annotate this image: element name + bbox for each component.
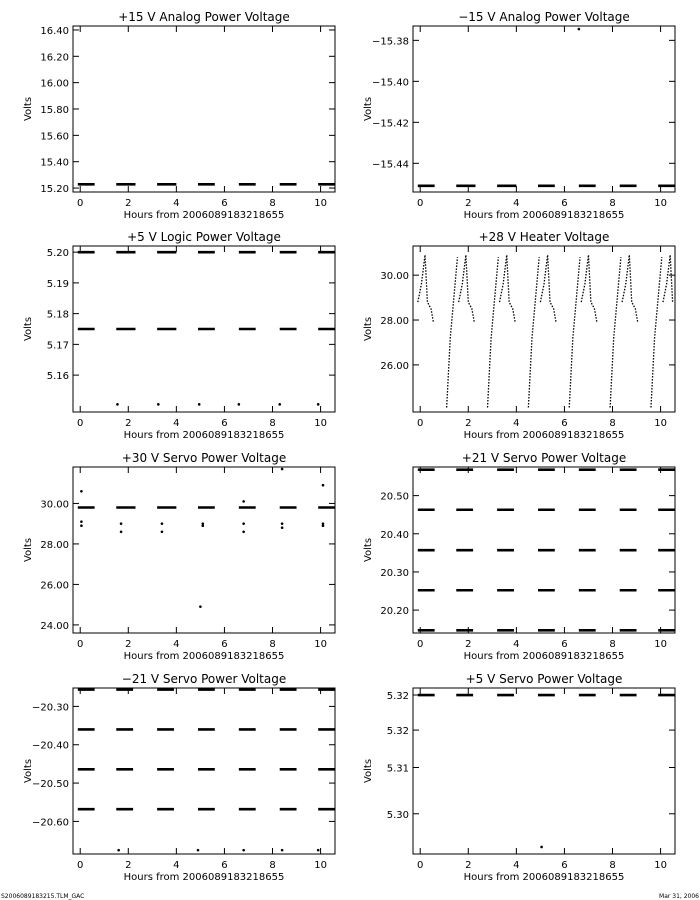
x-tick-label: 2 bbox=[125, 639, 132, 650]
y-tick-label: 15.60 bbox=[40, 131, 69, 143]
x-tick-label: 10 bbox=[654, 418, 667, 429]
data-point bbox=[322, 484, 325, 487]
x-tick-label: 6 bbox=[221, 639, 228, 650]
y-tick-label: −15.38 bbox=[371, 36, 409, 48]
y-tick-label: 16.20 bbox=[40, 52, 69, 64]
y-tick-label: 30.00 bbox=[380, 271, 409, 283]
x-tick-label: 6 bbox=[561, 639, 568, 650]
x-tick-label: 4 bbox=[173, 198, 180, 209]
x-tick-label: 10 bbox=[314, 198, 327, 209]
y-tick-label: 15.20 bbox=[40, 184, 69, 196]
x-axis-label: Hours from 2006089183218655 bbox=[123, 872, 285, 883]
x-tick-label: 10 bbox=[654, 198, 667, 209]
x-tick-label: 4 bbox=[513, 860, 520, 871]
x-tick-label: 0 bbox=[417, 198, 424, 209]
data-point bbox=[199, 605, 202, 608]
chart-title: +5 V Servo Power Voltage bbox=[465, 672, 623, 686]
plot-frame bbox=[73, 467, 335, 633]
x-tick-label: 6 bbox=[221, 418, 228, 429]
x-tick-label: 2 bbox=[465, 198, 472, 209]
data-point bbox=[197, 849, 200, 852]
chart-title: +28 V Heater Voltage bbox=[478, 230, 610, 244]
x-tick-label: 10 bbox=[654, 639, 667, 650]
data-point bbox=[281, 468, 284, 471]
x-tick-label: 0 bbox=[77, 418, 84, 429]
chart-panel-1 bbox=[23, 10, 335, 221]
x-axis-label: Hours from 2006089183218655 bbox=[463, 210, 625, 221]
x-tick-label: 2 bbox=[125, 860, 132, 871]
data-point bbox=[117, 849, 120, 852]
chart-panel-7 bbox=[23, 672, 335, 883]
chart-panel-2 bbox=[363, 10, 675, 221]
x-tick-label: 8 bbox=[609, 418, 616, 429]
x-tick-label: 8 bbox=[269, 639, 276, 650]
x-tick-label: 4 bbox=[173, 639, 180, 650]
x-tick-label: 6 bbox=[561, 418, 568, 429]
y-tick-label: −20.60 bbox=[31, 817, 69, 829]
heater-cycle bbox=[500, 255, 516, 322]
x-tick-label: 8 bbox=[609, 860, 616, 871]
data-point bbox=[80, 524, 83, 527]
chart-panel-6 bbox=[363, 451, 675, 662]
data-point bbox=[157, 403, 160, 406]
x-tick-label: 0 bbox=[417, 639, 424, 650]
y-tick-label: 5.32 bbox=[386, 691, 409, 703]
x-tick-label: 6 bbox=[221, 860, 228, 871]
data-point bbox=[238, 403, 241, 406]
y-tick-label: −15.44 bbox=[371, 159, 409, 171]
y-axis-label: Volts bbox=[23, 758, 34, 784]
x-tick-label: 6 bbox=[561, 198, 568, 209]
heater-rise bbox=[610, 257, 621, 407]
x-tick-label: 2 bbox=[465, 860, 472, 871]
x-tick-label: 4 bbox=[173, 418, 180, 429]
chart-panel-4 bbox=[363, 230, 675, 441]
y-tick-label: 20.40 bbox=[380, 529, 409, 541]
plot-frame bbox=[413, 688, 675, 854]
x-tick-label: 6 bbox=[561, 860, 568, 871]
chart-panel-8 bbox=[363, 672, 675, 883]
x-tick-label: 2 bbox=[125, 198, 132, 209]
data-point bbox=[201, 524, 204, 527]
plot-frame bbox=[413, 246, 675, 412]
data-point bbox=[322, 524, 325, 527]
plot-frame bbox=[73, 688, 335, 854]
y-axis-label: Volts bbox=[363, 96, 374, 122]
heater-rise bbox=[651, 257, 662, 407]
data-point bbox=[317, 403, 320, 406]
heater-cycle bbox=[418, 255, 434, 322]
data-point bbox=[80, 520, 83, 523]
x-tick-label: 8 bbox=[609, 639, 616, 650]
y-tick-label: −15.40 bbox=[371, 77, 409, 89]
y-tick-label: 5.20 bbox=[46, 248, 69, 260]
x-tick-label: 10 bbox=[654, 860, 667, 871]
y-axis-label: Volts bbox=[363, 758, 374, 784]
data-point bbox=[242, 522, 245, 525]
x-tick-label: 4 bbox=[513, 639, 520, 650]
y-tick-label: 16.40 bbox=[40, 25, 69, 37]
heater-rise bbox=[528, 257, 539, 407]
data-point bbox=[281, 522, 284, 525]
x-tick-label: 8 bbox=[269, 418, 276, 429]
data-point bbox=[120, 530, 123, 533]
y-tick-label: 5.32 bbox=[386, 726, 409, 738]
y-tick-label: 20.20 bbox=[380, 606, 409, 618]
y-tick-label: 15.80 bbox=[40, 105, 69, 116]
y-axis-label: Volts bbox=[23, 537, 34, 563]
data-point bbox=[116, 403, 119, 406]
x-tick-label: 10 bbox=[314, 639, 327, 650]
x-tick-label: 10 bbox=[314, 860, 327, 871]
data-point bbox=[540, 846, 543, 849]
heater-cycle bbox=[581, 255, 597, 322]
data-point bbox=[198, 403, 201, 406]
data-point bbox=[281, 849, 284, 852]
y-tick-label: −15.42 bbox=[371, 118, 409, 130]
y-axis-label: Volts bbox=[363, 316, 374, 342]
data-point bbox=[242, 500, 245, 503]
plot-frame bbox=[413, 26, 675, 192]
data-point bbox=[278, 403, 281, 406]
y-tick-label: 28.00 bbox=[40, 539, 69, 551]
x-tick-label: 0 bbox=[417, 860, 424, 871]
y-axis-label: Volts bbox=[23, 96, 34, 122]
heater-cycle bbox=[663, 255, 673, 302]
chart-title: −21 V Servo Power Voltage bbox=[121, 672, 287, 686]
x-tick-label: 8 bbox=[609, 198, 616, 209]
data-point bbox=[80, 490, 83, 493]
footer-file-label: S2006089183215.TLM_GAC bbox=[1, 893, 85, 900]
chart-panel-5 bbox=[23, 451, 335, 662]
x-tick-label: 8 bbox=[269, 860, 276, 871]
x-tick-label: 10 bbox=[314, 418, 327, 429]
heater-cycle bbox=[459, 255, 475, 322]
y-tick-label: 5.19 bbox=[46, 278, 69, 290]
y-tick-label: −20.50 bbox=[31, 779, 69, 791]
y-tick-label: 5.16 bbox=[46, 371, 69, 383]
chart-title: −15 V Analog Power Voltage bbox=[458, 10, 630, 24]
x-axis-label: Hours from 2006089183218655 bbox=[123, 210, 285, 221]
data-point bbox=[578, 28, 581, 31]
x-tick-label: 4 bbox=[173, 860, 180, 871]
chart-title: +5 V Logic Power Voltage bbox=[127, 230, 281, 244]
y-tick-label: 20.30 bbox=[380, 567, 409, 579]
y-tick-label: 16.00 bbox=[40, 78, 69, 90]
data-point bbox=[161, 530, 164, 533]
y-tick-label: 5.30 bbox=[386, 809, 409, 821]
x-axis-label: Hours from 2006089183218655 bbox=[463, 872, 625, 883]
y-tick-label: 5.31 bbox=[386, 763, 409, 775]
x-axis-label: Hours from 2006089183218655 bbox=[123, 430, 285, 441]
x-axis-label: Hours from 2006089183218655 bbox=[463, 651, 625, 662]
y-tick-label: 26.00 bbox=[380, 360, 409, 372]
x-tick-label: 8 bbox=[269, 198, 276, 209]
y-tick-label: 15.40 bbox=[40, 157, 69, 169]
data-point bbox=[161, 522, 164, 525]
x-tick-label: 2 bbox=[125, 418, 132, 429]
x-tick-label: 0 bbox=[417, 418, 424, 429]
x-axis-label: Hours from 2006089183218655 bbox=[463, 430, 625, 441]
chart-title: +30 V Servo Power Voltage bbox=[121, 451, 287, 465]
data-point bbox=[242, 530, 245, 533]
heater-rise bbox=[569, 257, 580, 407]
heater-cycle bbox=[622, 255, 638, 322]
x-axis-label: Hours from 2006089183218655 bbox=[123, 651, 285, 662]
y-tick-label: −20.40 bbox=[31, 740, 69, 752]
x-tick-label: 0 bbox=[77, 860, 84, 871]
data-point bbox=[281, 526, 284, 529]
heater-rise bbox=[488, 257, 499, 407]
y-tick-label: 24.00 bbox=[40, 620, 69, 632]
y-axis-label: Volts bbox=[363, 537, 374, 563]
y-tick-label: 28.00 bbox=[380, 316, 409, 328]
data-point bbox=[120, 522, 123, 525]
chart-panel-3 bbox=[23, 230, 335, 441]
x-tick-label: 2 bbox=[465, 639, 472, 650]
footer-date-label: Mar 31, 2006 bbox=[659, 893, 699, 900]
chart-title: +21 V Servo Power Voltage bbox=[461, 451, 627, 465]
x-tick-label: 4 bbox=[513, 418, 520, 429]
y-tick-label: −20.30 bbox=[31, 702, 69, 714]
y-tick-label: 5.17 bbox=[46, 340, 69, 352]
x-tick-label: 2 bbox=[465, 418, 472, 429]
x-tick-label: 0 bbox=[77, 639, 84, 650]
y-tick-label: 26.00 bbox=[40, 580, 69, 592]
y-tick-label: 20.50 bbox=[380, 491, 409, 503]
x-tick-label: 6 bbox=[221, 198, 228, 209]
plot-frame bbox=[73, 26, 335, 192]
chart-title: +15 V Analog Power Voltage bbox=[118, 10, 290, 24]
y-axis-label: Volts bbox=[23, 316, 34, 342]
heater-rise bbox=[447, 257, 458, 407]
data-point bbox=[317, 849, 320, 852]
x-tick-label: 0 bbox=[77, 198, 84, 209]
y-tick-label: 5.18 bbox=[46, 309, 69, 321]
x-tick-label: 4 bbox=[513, 198, 520, 209]
data-point bbox=[242, 849, 245, 852]
y-tick-label: 30.00 bbox=[40, 499, 69, 511]
heater-cycle bbox=[540, 255, 556, 322]
